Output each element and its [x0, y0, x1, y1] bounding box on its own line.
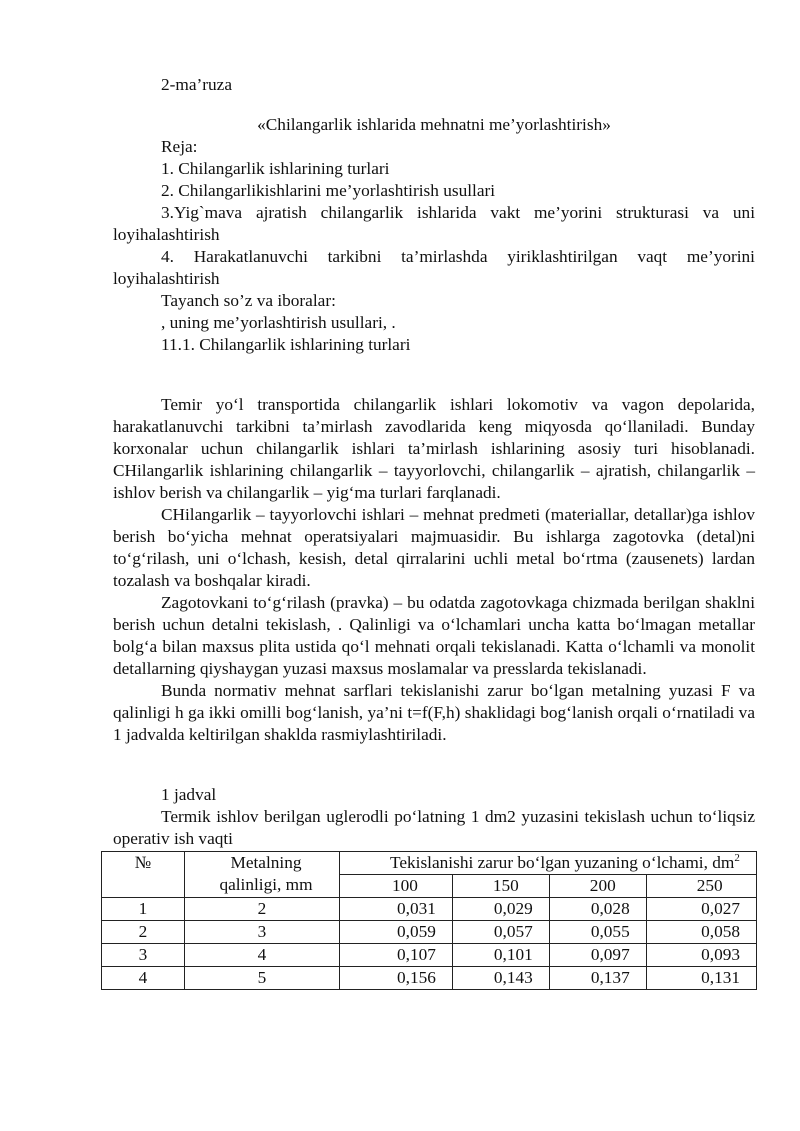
row-value: 0,137	[549, 967, 646, 990]
row-thickness: 3	[185, 921, 340, 944]
row-value: 0,097	[549, 944, 646, 967]
header-number: №	[102, 852, 185, 898]
row-thickness: 2	[185, 898, 340, 921]
area-150: 150	[452, 875, 549, 898]
row-number: 2	[102, 921, 185, 944]
plan-item-4: 4. Harakatlanuvchi tarkibni ta’mirlashda yiriklashtirilgan vaqt me’yorini loyihalashtirish	[113, 247, 755, 288]
row-thickness: 5	[185, 967, 340, 990]
header-area	[340, 852, 757, 875]
table-row	[102, 944, 757, 967]
row-value: 0,143	[452, 967, 549, 990]
row-value: 0,093	[646, 944, 756, 967]
keywords-heading: Tayanch so’z va iboralar:	[161, 291, 336, 310]
row-value: 0,059	[340, 921, 453, 944]
row-number: 4	[102, 967, 185, 990]
row-value: 0,055	[549, 921, 646, 944]
lecture-label: 2-ma’ruza	[161, 75, 232, 94]
plan-heading: Reja:	[161, 137, 198, 156]
paragraph-4: Bunda normativ mehnat sarflari tekislanishi zarur bo‘lgan metalning yuzasi F va qalinligi h ga ikki omilli bog‘lanish, ya’ni t=f(F,h) shaklidagi bog‘lanish orqali o‘rnatiladi va 1 jadvalda keltirilgan shaklda rasmiylashtiriladi.	[113, 681, 755, 744]
plan-item-1: 1. Chilangarlik ishlarining turlari	[161, 159, 390, 178]
section-heading: 11.1. Chilangarlik ishlarining turlari	[161, 335, 411, 354]
row-thickness: 4	[185, 944, 340, 967]
row-number: 3	[102, 944, 185, 967]
data-table	[101, 851, 757, 990]
keywords-text: , uning me’yorlashtirish usullari, .	[161, 313, 396, 332]
row-value: 0,031	[340, 898, 453, 921]
row-value: 0,027	[646, 898, 756, 921]
row-value: 0,107	[340, 944, 453, 967]
plan-item-2: 2. Chilangarlikishlarini me’yorlashtirish usullari	[161, 181, 496, 200]
table-label: 1 jadval	[161, 785, 217, 804]
table-row	[102, 921, 757, 944]
row-value: 0,156	[340, 967, 453, 990]
area-200: 200	[549, 875, 646, 898]
area-100: 100	[340, 875, 453, 898]
spacer	[113, 356, 755, 394]
row-number: 1	[102, 898, 185, 921]
plan-item-3: 3.Yig`mava ajratish chilangarlik ishlarida vakt me’yorini strukturasi va uni loyihalashtirish	[113, 203, 755, 244]
spacer	[113, 746, 755, 784]
spacer	[113, 96, 755, 114]
table-row	[102, 967, 757, 990]
header-area-line	[346, 852, 750, 874]
row-value: 0,029	[452, 898, 549, 921]
row-value: 0,028	[549, 898, 646, 921]
header-area-text: Tekislanishi zarur bo‘lgan yuzaning o‘lchami, dm	[390, 853, 735, 872]
row-value: 0,057	[452, 921, 549, 944]
header-thickness-text: Metalning qalinligi, mm	[219, 853, 313, 894]
table-header-row	[102, 852, 757, 875]
table-caption: Termik ishlov berilgan uglerodli po‘latning 1 dm2 yuzasini tekislash uchun to‘liqsiz operativ ish vaqti	[113, 807, 755, 848]
area-250: 250	[646, 875, 756, 898]
row-value: 0,058	[646, 921, 756, 944]
row-value: 0,101	[452, 944, 549, 967]
paragraph-3: Zagotovkani to‘g‘rilash (pravka) – bu odatda zagotovkaga chizmada berilgan shaklni berish uchun detalni tekislash, . Qalinligi va o‘lchamlari uncha katta bo‘lmagan metallar bolg‘a bilan maxsus plita ustida qo‘l mehnati orqali tekislanadi. Katta o‘lchamli va monolit detallarning qiyshaygan yuzasi maxsus moslamalar va presslarda tekislanadi.	[113, 593, 755, 678]
document-title: «Chilangarlik ishlarida mehnatni me’yorlashtirish»	[257, 115, 611, 134]
paragraph-2: CHilangarlik – tayyorlovchi ishlari – mehnat predmeti (materiallar, detallar)ga ishlov berish bo‘yicha mehnat operatsiyalari majmuasidir. Bu ishlarga zagotovka (detal)ni to‘g‘rilash, uni o‘lchash, kesish, detal qirralarini uchli metal bo‘rtma (zausenets) lardan tozalash va boshqalar kiradi.	[113, 505, 755, 590]
row-value: 0,131	[646, 967, 756, 990]
header-area-sup: 2	[734, 852, 740, 865]
table-row	[102, 898, 757, 921]
paragraph-1: Temir yo‘l transportida chilangarlik ishlari lokomotiv va vagon depolarida, harakatlanuvchi tarkibni ta’mirlash zavodlarida keng miqyosda qo‘llaniladi. Bunday korxonalar uchun chilangarlik ishlari ta’mirlash ishlarining asosiy turi hisoblanadi. CHilangarlik ishlarining chilangarlik – tayyorlovchi, chilangarlik – ajratish, chilangarlik – ishlov berish va chilangarlik – yig‘ma turlari farqlanadi.	[113, 395, 755, 502]
header-thickness	[185, 852, 340, 898]
